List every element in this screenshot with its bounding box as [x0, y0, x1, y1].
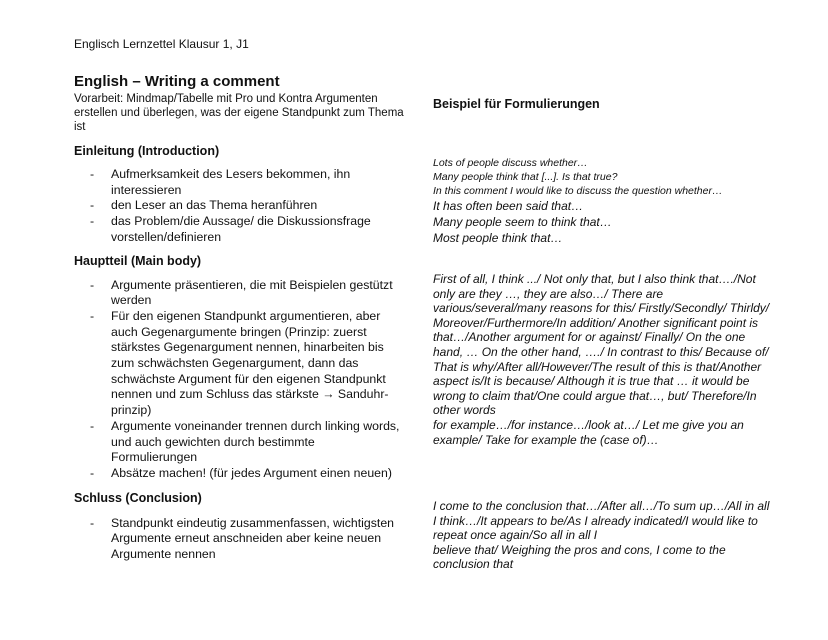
bullet-item: - Argumente präsentieren, die mit Beispielen gestützt werden	[74, 278, 404, 309]
bullet-item: - Für den eigenen Standpunkt argumentieren, aber auch Gegenargumente bringen (Prinzip: zuerst stärkstes Gegenargument nennen, hinarbeiten bis zum schwächsten Gegenargument, dann das schwächste Argument für den eigenen Standpunkt nennen und zum Schluss das stärkste → Sanduhr-prinzip)	[74, 309, 404, 419]
bullet-item: - Absätze machen! (für jedes Argument einen neuen)	[74, 466, 404, 482]
phrase-line: Most people think that…	[433, 231, 563, 245]
phrase-line: only are they …, they are also…/ There are	[433, 286, 664, 301]
main-body-bullet-list	[74, 278, 404, 482]
introduction-bullet-list	[74, 167, 404, 246]
phrase-line: believe that/ Weighing the pros and cons, I come to the	[433, 542, 726, 557]
phrase-line: Many people think that [...]. Is that true?	[433, 171, 618, 183]
bullet-item: - Argumente voneinander trennen durch linking words, und auch gewichten durch bestimmte Formulierungen	[74, 419, 404, 466]
phrase-line: I think…/It appears to be/As I already indicated/I would like to	[433, 513, 758, 528]
bullet-item: - den Leser an das Thema heranführen	[74, 198, 404, 214]
phrase-line: It has often been said that…	[433, 199, 584, 213]
section-heading-introduction: Einleitung (Introduction)	[74, 144, 220, 158]
section-heading-conclusion: Schluss (Conclusion)	[74, 490, 202, 505]
phrase-line: wrong to claim that/One could argue that…, but/ Therefore/In	[433, 388, 757, 403]
phrase-line: Lots of people discuss whether…	[433, 157, 588, 169]
examples-heading: Beispiel für Formulierungen	[433, 97, 600, 111]
page-title: English – Writing a comment	[74, 73, 280, 90]
phrase-line: various/several/many reasons for this/ Firstly/Secondly/ Thirldy/	[433, 301, 770, 316]
bullet-item: - Standpunkt eindeutig zusammenfassen, wichtigsten Argumente erneut anschneiden aber keine neuen Argumente nennen	[74, 516, 404, 563]
section-heading-main-body: Hauptteil (Main body)	[74, 253, 202, 268]
example-phrases-main-body	[433, 272, 769, 447]
phrase-line: conclusion that	[433, 557, 514, 572]
document-header: Englisch Lernzettel Klausur 1, J1	[74, 37, 249, 51]
example-phrases-conclusion	[433, 499, 769, 572]
phrase-line: In this comment I would like to discuss the question whether…	[433, 185, 723, 197]
phrase-line: First of all, I think .../ Not only that, but I also think that…./Not	[433, 272, 756, 286]
phrase-line: I come to the conclusion that…/After all…/To sum up…/All in all	[433, 499, 770, 513]
phrase-line: That is why/After all/However/The result of this is that/Another	[433, 359, 762, 374]
phrase-line: other words	[433, 403, 496, 418]
left-column	[74, 73, 404, 563]
phrase-line: repeat once again/So all in all I	[433, 528, 598, 543]
conclusion-bullet-list	[74, 516, 404, 563]
phrase-line: Many people seem to think that…	[433, 215, 612, 229]
example-phrases-introduction	[433, 156, 722, 246]
intro-text: Vorarbeit: Mindmap/Tabelle mit Pro und Kontra Argumenten erstellen und überlegen, was der eigene Standpunkt zum Thema ist	[74, 93, 404, 133]
bullet-item: - das Problem/die Aussage/ die Diskussionsfrage vorstellen/definieren	[74, 214, 404, 245]
phrase-line: Moreover/Furthermore/In addition/ Another significant point is	[433, 315, 759, 330]
phrase-line: for example…/for instance…/look at…/ Let me give you an	[433, 417, 744, 432]
phrase-line: that…/Another argument for or against/ Finally/ On the one	[433, 330, 746, 345]
bullet-item: - Aufmerksamkeit des Lesers bekommen, ihn interessieren	[74, 167, 404, 198]
phrase-line: example/ Take for example the (case of)…	[433, 432, 659, 447]
phrase-line: aspect is/It is because/ Although it is true that … it would be	[433, 374, 750, 389]
phrase-line: hand, … On the other hand, …./ In contrast to this/ Because of/	[433, 344, 769, 359]
